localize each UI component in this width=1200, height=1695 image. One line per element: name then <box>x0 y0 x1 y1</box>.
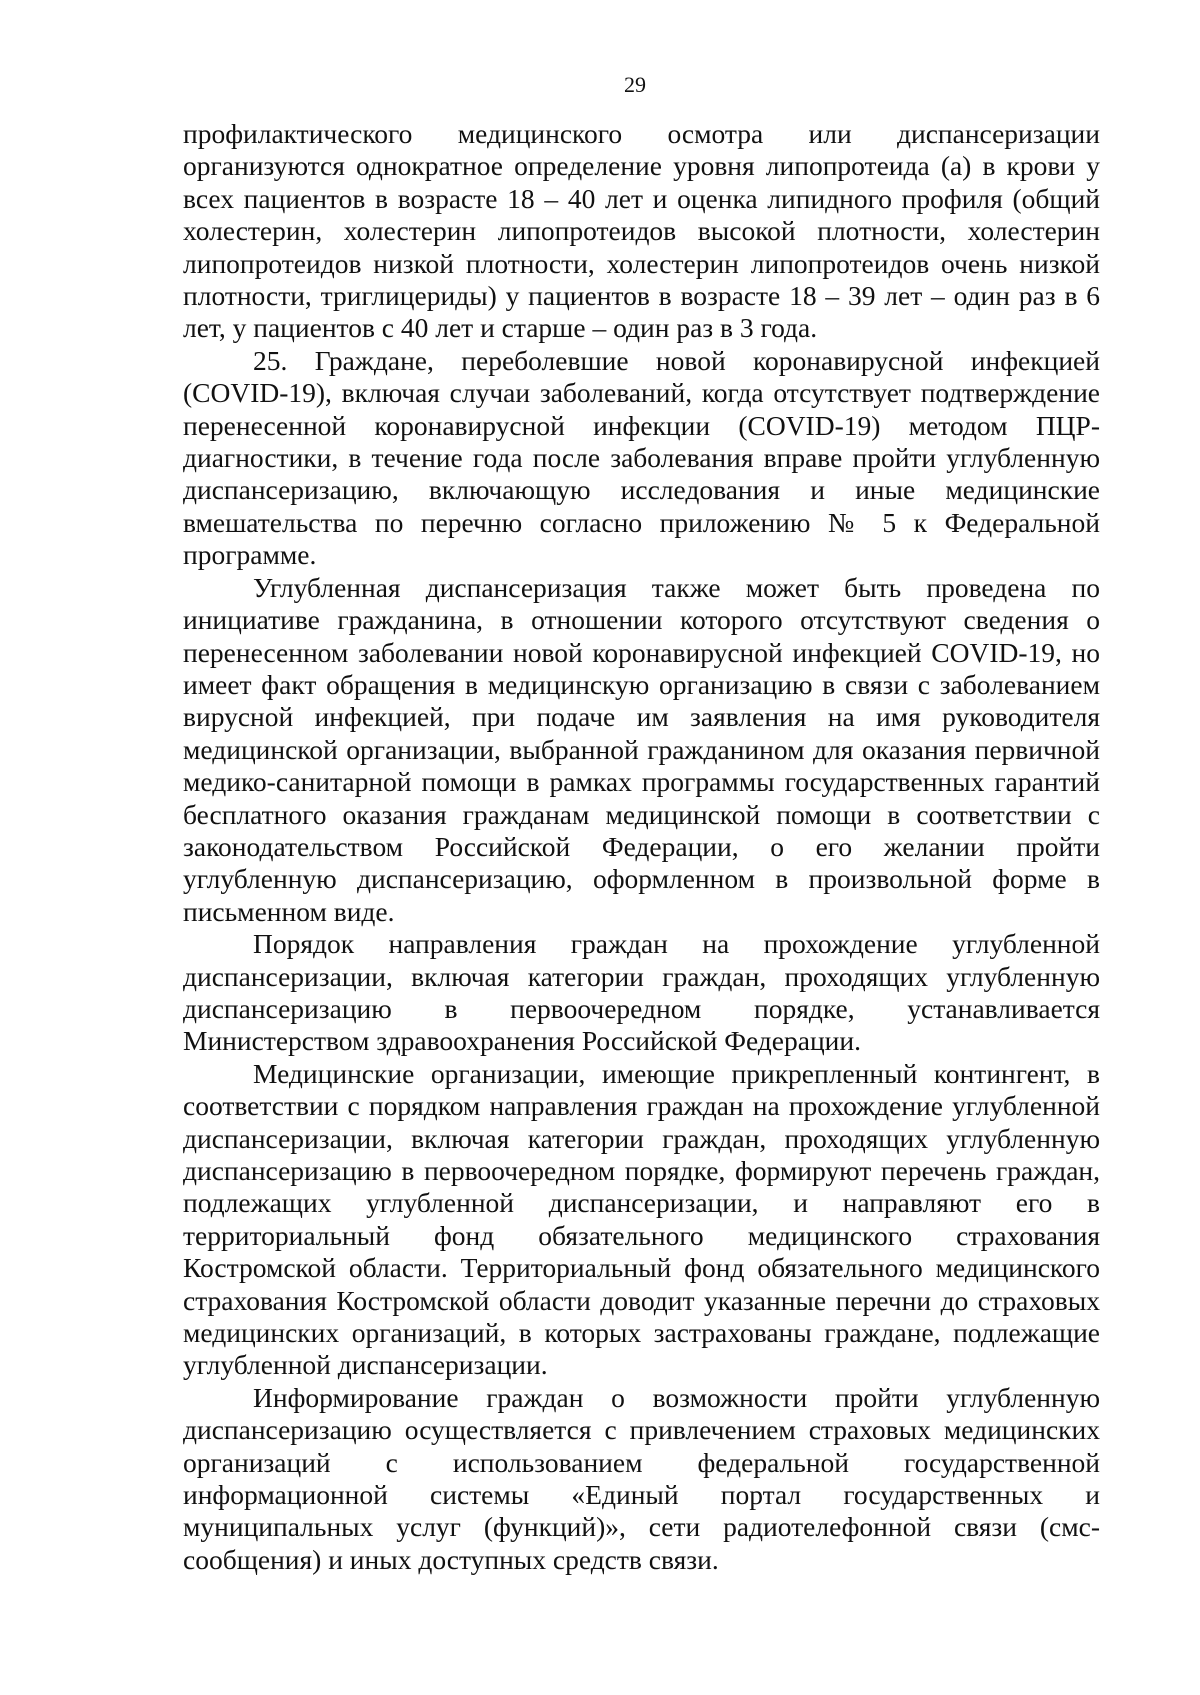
paragraph-initiative: Углубленная диспансеризация также может быть проведена по инициативе гражданина, в отношении которого отсутствуют сведения о перенесенном заболевании новой коронавирусной инфекцией COVID-19, но имеет факт обращения в медицинскую организацию в связи с заболеванием вирусной инфекцией, при подаче им заявления на имя руководителя медицинской организации, выбранной гражданином для оказания первичной медико-санитарной помощи в рамках программы государственных гарантий бесплатного оказания гражданам медицинской помощи в соответствии с законодательством Российской Федерации, о его желании пройти углубленную диспансеризацию, оформленном в произвольной форме в письменном виде. <box>183 571 1100 927</box>
paragraph-lipid-profile: профилактического медицинского осмотра или диспансеризации организуются однократное определение уровня липопротеида (а) в крови у всех пациентов в возрасте 18 – 40 лет и оценка липидного профиля (общий холестерин, холестерин липопротеидов высокой плотности, холестерин липопротеидов низкой плотности, холестерин липопротеидов очень низкой плотности, триглицериды) у пациентов в возрасте 18 – 39 лет – один раз в 6 лет, у пациентов с 40 лет и старше – один раз в 3 года. <box>183 118 1100 344</box>
paragraph-medical-organizations: Медицинские организации, имеющие прикрепленный контингент, в соответствии с порядком направления граждан на прохождение углубленной диспансеризации, включая категории граждан, проходящих углубленную диспансеризацию в первоочередном порядке, формируют перечень граждан, подлежащих углубленной диспансеризации, и направляют его в территориальный фонд обязательного медицинского страхования Костромской области. Территориальный фонд обязательного медицинского страхования Костромской области доводит указанные перечни до страховых медицинских организаций, в которых застрахованы граждане, подлежащие углубленной диспансеризации. <box>183 1057 1100 1381</box>
paragraph-referral-order: Порядок направления граждан на прохождение углубленной диспансеризации, включая категории граждан, проходящих углубленную диспансеризацию в первоочередном порядке, устанавливается Министерством здравоохранения Российской Федерации. <box>183 928 1100 1057</box>
paragraph-informing: Информирование граждан о возможности пройти углубленную диспансеризацию осуществляется с привлечением страховых медицинских организаций с использованием федеральной государственной информационной системы «Единый портал государственных и муниципальных услуг (функций)», сети радиотелефонной связи (смс-сообщения) и иных доступных средств связи. <box>183 1381 1100 1575</box>
paragraph-item-25-covid: 25. Граждане, переболевшие новой коронавирусной инфекцией (COVID-19), включая случаи заболеваний, когда отсутствует подтверждение перенесенной коронавирусной инфекции (COVID-19) методом ПЦР-диагностики, в течение года после заболевания вправе пройти углубленную диспансеризацию, включающую исследования и иные медицинские вмешательства по перечню согласно приложению № 5 к Федеральной программе. <box>183 344 1100 571</box>
page-number: 29 <box>624 72 646 97</box>
document-body <box>183 118 1100 1576</box>
